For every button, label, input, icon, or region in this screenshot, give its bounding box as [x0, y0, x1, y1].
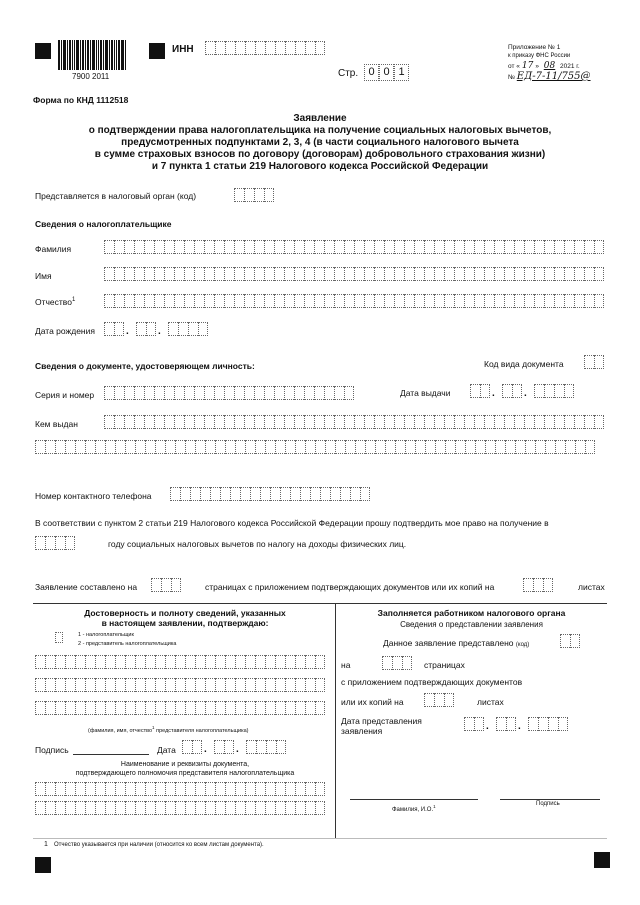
appendix-line1: Приложение № 1 — [508, 44, 561, 51]
right-with-docs-label: с приложением подтверждающих документов — [341, 677, 523, 687]
date-dot: . — [204, 744, 207, 755]
right-block-title: Заполняется работником налогового органа — [377, 608, 566, 618]
right-signature-caption: Подпись — [536, 801, 560, 807]
pages-with-label: страницах с приложением подтверждающих документов или их копий на — [205, 582, 495, 592]
name-label: Имя — [35, 271, 52, 281]
issue-year-field[interactable] — [534, 384, 574, 398]
left-signature-line[interactable] — [73, 754, 149, 755]
pages-count-field[interactable] — [151, 578, 181, 592]
barcode — [58, 40, 136, 70]
left-date-day[interactable] — [182, 740, 202, 754]
option-taxpayer: 1 - налогоплательщик — [78, 632, 134, 638]
option-representative: 2 - представитель налогоплательщика — [78, 641, 177, 647]
barcode-number: 7900 2011 — [72, 72, 110, 81]
left-block-title2: в настоящем заявлении, подтверждаю: — [101, 618, 269, 628]
birth-year-field[interactable] — [168, 322, 208, 336]
issue-month-field[interactable] — [502, 384, 522, 398]
right-date-year[interactable] — [528, 717, 568, 731]
right-sheets-label: листах — [477, 697, 504, 707]
request-year-text: году социальных налоговых вычетов по налогу на доходы физических лиц. — [108, 539, 407, 549]
date-dot: . — [236, 744, 239, 755]
right-on-label: на — [341, 660, 351, 670]
right-block-subtitle: Сведения о представлении заявления — [400, 620, 543, 629]
issued-by-label: Кем выдан — [35, 419, 78, 429]
title-line5: и 7 пункта 1 статьи 219 Налогового кодекса Российской Федерации — [151, 161, 489, 172]
doc-type-code-field[interactable] — [584, 355, 604, 369]
footnote-mark: 1 — [44, 841, 48, 848]
series-number-field[interactable] — [104, 386, 354, 400]
auth-doc-line1[interactable] — [35, 782, 325, 796]
date-dot: . — [126, 326, 129, 337]
title-line4: в сумме страховых взносов по договору (договорам) добровольного страхования жизни) — [94, 149, 546, 160]
inn-field[interactable] — [205, 41, 325, 55]
confirmer-type-field[interactable] — [55, 632, 63, 646]
right-or-copies-label: или их копий на — [341, 697, 404, 707]
doc-type-code-label: Код вида документа — [484, 359, 564, 369]
form-code: Форма по КНД 1112518 — [33, 95, 129, 105]
submission-code-field[interactable] — [560, 634, 580, 648]
submitted-label: Данное заявление представлено (код) — [383, 638, 530, 648]
tax-office-code-field[interactable] — [234, 188, 274, 202]
birth-date-label: Дата рождения — [35, 326, 95, 336]
left-signature-label: Подпись — [35, 745, 69, 755]
issue-day-field[interactable] — [470, 384, 490, 398]
block-bottom-border — [33, 838, 607, 839]
confirmer-name-line2[interactable] — [35, 678, 325, 692]
fio-caption: Фамилия, И.О.$^1$ — [392, 804, 436, 813]
block-top-border — [33, 603, 607, 604]
phone-label: Номер контактного телефона — [35, 491, 152, 501]
issue-date-label: Дата выдачи — [400, 388, 451, 398]
block-divider — [335, 603, 336, 838]
appendix-number: № ЕД-7-11/755@ — [508, 71, 591, 82]
issued-by-field-line1[interactable] — [104, 415, 604, 429]
left-date-year[interactable] — [246, 740, 286, 754]
surname-field[interactable] — [104, 240, 604, 254]
taxpayer-section-title: Сведения о налогоплательщике — [35, 219, 172, 229]
auth-doc-title2: подтверждающего полномочия представителя налогоплательщика — [75, 770, 295, 777]
date-dot: . — [486, 721, 489, 732]
page-label: Стр. — [338, 68, 359, 79]
title-line3: предусмотренных подпунктами 2, 3, 4 (в части социального налогового вычета — [121, 137, 519, 148]
auth-doc-title1: Наименование и реквизиты документа, — [120, 761, 250, 768]
composed-on-label: Заявление составлено на — [35, 582, 138, 592]
document-section-title: Сведения о документе, удостоверяющем личность: — [35, 361, 255, 371]
appendix-line2: к приказу ФНС России — [508, 53, 571, 59]
deduction-year-field[interactable] — [35, 536, 75, 550]
right-signature-line[interactable] — [500, 799, 600, 800]
footnote-text: Отчество указывается при наличии (относится ко всем листам документа). — [54, 842, 264, 848]
confirmer-name-line1[interactable] — [35, 655, 325, 669]
right-date-month[interactable] — [496, 717, 516, 731]
corner-marker-bottom-left — [35, 857, 51, 873]
right-date-label2: заявления — [341, 726, 383, 736]
date-dot: . — [518, 721, 521, 732]
date-dot: . — [524, 388, 527, 399]
corner-marker-top-mid — [149, 43, 165, 59]
right-date-label1: Дата представления — [341, 716, 422, 726]
appendix-date: от « 17 » 08 2021 г. — [508, 61, 580, 71]
title-line1: Заявление — [293, 113, 347, 124]
auth-doc-line2[interactable] — [35, 801, 325, 815]
right-date-day[interactable] — [464, 717, 484, 731]
confirmer-name-line3[interactable] — [35, 701, 325, 715]
fio-line[interactable] — [350, 799, 478, 800]
date-dot: . — [492, 388, 495, 399]
sheets-label: листах — [578, 582, 605, 592]
birth-month-field[interactable] — [136, 322, 156, 336]
inn-label: ИНН — [172, 44, 194, 55]
date-dot: . — [158, 326, 161, 337]
birth-day-field[interactable] — [104, 322, 124, 336]
surname-label: Фамилия — [35, 244, 72, 254]
left-block-title1: Достоверность и полноту сведений, указанных — [84, 608, 286, 618]
name-field[interactable] — [104, 267, 604, 281]
left-date-month[interactable] — [214, 740, 234, 754]
title-line2: о подтверждении права налогоплательщика на получение социальных налоговых вычетов, — [88, 125, 552, 136]
confirmer-name-caption: (фамилия, имя, отчество$^1$ представителя налогоплательщика) — [88, 725, 249, 734]
patronymic-label: Отчество$^1$ — [35, 297, 76, 307]
page-number: 0 0 1 — [364, 64, 409, 81]
right-pages-field[interactable] — [382, 656, 412, 670]
sheets-count-field[interactable] — [523, 578, 553, 592]
patronymic-field[interactable] — [104, 294, 604, 308]
submitted-to-label: Представляется в налоговый орган (код) — [35, 191, 197, 201]
series-number-label: Серия и номер — [35, 390, 95, 400]
right-pages-label: страницах — [424, 660, 465, 670]
request-text: В соответствии с пунктом 2 статьи 219 Налогового кодекса Российской Федерации прошу подтвердить мое право на получение в — [35, 518, 549, 528]
phone-field[interactable] — [170, 487, 370, 501]
right-sheets-field[interactable] — [424, 693, 454, 707]
issued-by-field-line2[interactable] — [35, 440, 595, 454]
left-date-label: Дата — [157, 745, 176, 755]
corner-marker-bottom-right — [594, 852, 610, 868]
corner-marker-top-left — [35, 43, 51, 59]
